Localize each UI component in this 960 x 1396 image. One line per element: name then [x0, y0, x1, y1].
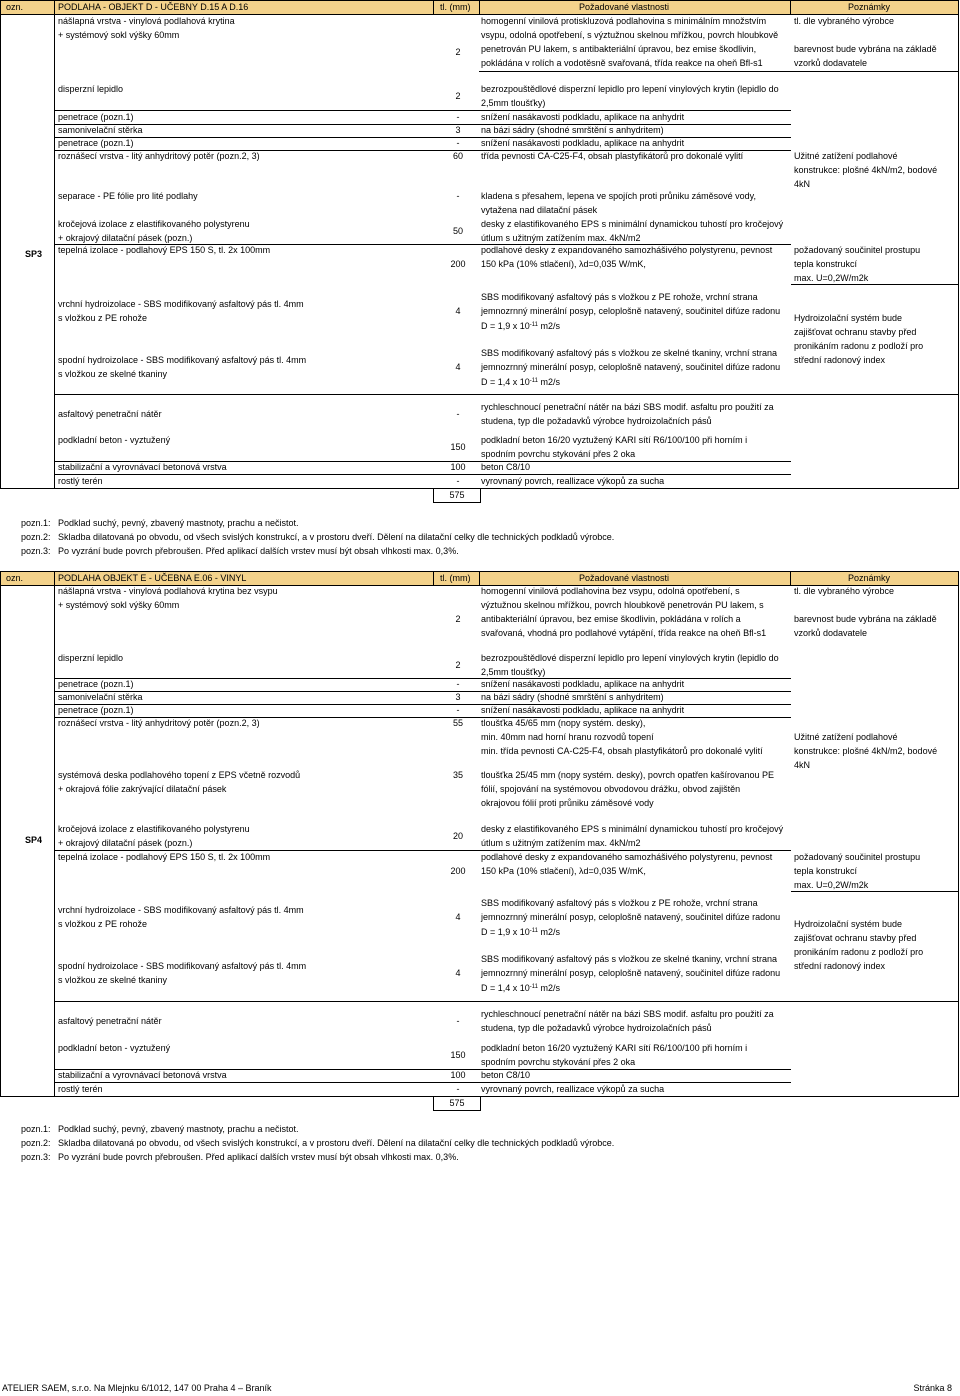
layer-name: stabilizační a vyrovnávací betonová vrstva: [58, 1070, 227, 1080]
layer-name: nášlapná vrstva - vinylová podlahová krytina: [58, 16, 235, 26]
layer-properties: D = 1,9 x $10^{-11}$ m2/s: [481, 927, 561, 937]
layer-name: + okrajová fólie zakrývající dilatační pásek: [58, 784, 227, 794]
header-properties: Požadované vlastnosti: [579, 573, 670, 583]
layer-properties: 2,5mm tloušťky): [481, 98, 546, 108]
layer-properties: vyrovnaný povrch, reallizace výkopů za sucha: [481, 1084, 665, 1094]
layer-name: roznášecí vrstva - litý anhydritový potěr (pozn.2, 3): [58, 718, 260, 728]
layer-note: zajišťovat ochranu stavby před: [794, 933, 917, 943]
footer-company: ATELIER SAEM, s.r.o. Na Mlejnku 6/1012, 147 00 Praha 4 – Braník: [2, 1383, 272, 1393]
layer-properties: SBS modifikovaný asfaltový pás s vložkou ze skelné tkaniny, vrchní strana: [481, 954, 777, 964]
layer-thickness: 150: [450, 1050, 466, 1060]
layer-thickness: -: [456, 1016, 460, 1026]
layer-properties: min. 40mm nad horní hranu rozvodů topení: [481, 732, 654, 742]
layer-name: roznášecí vrstva - litý anhydritový potěr (pozn.2, 3): [58, 151, 260, 161]
layer-properties: vsypu, odolná opotřebení, s výztužnou skelnou mřížkou, povrch hloubkově: [481, 30, 779, 40]
layer-properties: výztužnou skelnou mřížkou, povrch hloubkově penetrován PU lakem, s: [481, 600, 764, 610]
layer-properties: tloušťka 45/65 mm (nopy systém. desky),: [481, 718, 646, 728]
layer-name: + okrajový dilatační pásek (pozn.): [58, 838, 193, 848]
layer-thickness: -: [456, 1084, 460, 1094]
layer-properties: fólií, spojování na systémovou obvodovou drážku, obvod zajištěn: [481, 784, 741, 794]
layer-name: disperzní lepidlo: [58, 84, 124, 94]
layer-properties: útlum s užitným zatížením max. 4kN/m2: [481, 838, 641, 848]
layer-name: s vložkou z PE rohože: [58, 919, 148, 929]
layer-properties: okrajovou fólií proti průniku záměsové vody: [481, 798, 654, 808]
layer-name: s vložkou ze skelné tkaniny: [58, 369, 168, 379]
layer-name: spodní hydroizolace - SBS modifikovaný asfaltový pás tl. 4mm: [58, 355, 307, 365]
layer-thickness: 60: [452, 151, 463, 161]
layer-thickness: 2: [455, 47, 461, 57]
total-thickness: 575: [433, 1096, 481, 1111]
section-title: PODLAHA - OBJEKT D - UČEBNY D.15 A D.16: [58, 2, 249, 12]
layer-properties: studena, typ dle požadavků výrobce hydroizolačních pásů: [481, 1023, 712, 1033]
layer-name: nášlapná vrstva - vinylová podlahová krytina bez vsypu: [58, 586, 278, 596]
layer-properties: spodním povrchu stykování přes 2 oka: [481, 1057, 636, 1067]
layer-note: tl. dle vybraného výrobce: [794, 16, 895, 26]
layer-properties: jemnozrnný minerální posyp, celoplošně natavený, součinitel difúze radonu: [481, 306, 781, 316]
layer-thickness: 100: [450, 462, 466, 472]
layer-name: penetrace (pozn.1): [58, 705, 134, 715]
layer-properties: jemnozrnný minerální posyp, celoplošně natavený, součinitel difúze radonu: [481, 912, 781, 922]
layer-properties: na bázi sádry (shodné smrštění s anhydritem): [481, 692, 664, 702]
layer-properties: SBS modifikovaný asfaltový pás s vložkou z PE rohože, vrchní strana: [481, 898, 758, 908]
layer-name: kročejová izolace z elastifikovaného polystyrenu: [58, 824, 250, 834]
layer-properties: rychleschnoucí penetrační nátěr na bázi SBS modif. asfaltu pro použití za: [481, 1009, 774, 1019]
layer-thickness: -: [456, 112, 460, 122]
layer-name: rostlý terén: [58, 1084, 103, 1094]
layer-properties: D = 1,4 x $10^{-11}$ m2/s: [481, 983, 561, 993]
layer-name: + systémový sokl výšky 60mm: [58, 30, 180, 40]
layer-properties: útlum s užitným zatížením max. 4kN/m2: [481, 233, 641, 243]
layer-thickness: 100: [450, 1070, 466, 1080]
layer-name: tepelná izolace - podlahový EPS 150 S, tl. 2x 100mm: [58, 852, 271, 862]
layer-name: samonivelační stěrka: [58, 125, 143, 135]
layer-properties: svařovaná, vhodná pro podlahové vytápění, třída reakce na oheň Bfl-s1: [481, 628, 767, 638]
layer-properties: homogenní vinilová protiskluzová podlahovina s minimálním množstvím: [481, 16, 767, 26]
layer-properties: 2,5mm tloušťky): [481, 667, 546, 677]
layer-note: tl. dle vybraného výrobce: [794, 586, 895, 596]
layer-thickness: 3: [455, 125, 461, 135]
layer-thickness: 200: [450, 866, 466, 876]
layer-thickness: -: [456, 409, 460, 419]
layer-properties: snížení nasákavosti podkladu, aplikace na anhydrit: [481, 138, 685, 148]
layer-name: disperzní lepidlo: [58, 653, 124, 663]
layer-name: penetrace (pozn.1): [58, 112, 134, 122]
layer-thickness: 50: [452, 226, 463, 236]
layer-properties: podlahové desky z expandovaného samozhášivého polystyrenu, pevnost: [481, 852, 773, 862]
layer-properties: beton C8/10: [481, 462, 531, 472]
layer-note: barevnost bude vybrána na základě: [794, 44, 937, 54]
layer-note: požadovaný součinitel prostupu: [794, 245, 921, 255]
layer-properties: snížení nasákavosti podkladu, aplikace na anhydrit: [481, 679, 685, 689]
layer-note: pronikáním radonu z podloží pro: [794, 947, 924, 957]
layer-properties: vytažena nad dilatační pásek: [481, 205, 598, 215]
layer-thickness: 20: [452, 831, 463, 841]
layer-note: konstrukce: plošné 4kN/m2, bodové: [794, 165, 938, 175]
layer-thickness: -: [456, 191, 460, 201]
layer-properties: snížení nasákavosti podkladu, aplikace na anhydrit: [481, 705, 685, 715]
layer-properties: jemnozrnný minerální posyp, celoplošně natavený, součinitel difúze radonu: [481, 968, 781, 978]
header-thickness: tl. (mm): [440, 2, 471, 12]
layer-thickness: 2: [455, 91, 461, 101]
layer-properties: penetrován PU lakem, s antibakteriální úpravou, bez emise škodlivin,: [481, 44, 757, 54]
note-text: Podklad suchý, pevný, zbavený mastnoty, prachu a nečistot.: [58, 518, 299, 528]
layer-properties: bezrozpouštědlové disperzní lepidlo pro lepení vinylových krytin (lepidlo do: [481, 84, 779, 94]
layer-thickness: 4: [455, 912, 461, 922]
layer-properties: desky z elastifikovaného EPS s minimální dynamickou tuhostí pro kročejový: [481, 824, 784, 834]
layer-properties: 150 kPa (10% stlačení), λd=0,035 W/mK,: [481, 866, 646, 876]
layer-name: samonivelační stěrka: [58, 692, 143, 702]
layer-note: 4kN: [794, 760, 811, 770]
layer-thickness: 4: [455, 362, 461, 372]
layer-name: separace - PE fólie pro lité podlahy: [58, 191, 198, 201]
layer-note: Užitné zatížení podlahové: [794, 151, 898, 161]
layer-name: asfaltový penetrační nátěr: [58, 1016, 162, 1026]
layer-note: Hydroizolační systém bude: [794, 313, 903, 323]
layer-properties: na bázi sádry (shodné smrštění s anhydritem): [481, 125, 664, 135]
layer-note: střední radonový index: [794, 961, 886, 971]
layer-properties: bezrozpouštědlové disperzní lepidlo pro lepení vinylových krytin (lepidlo do: [481, 653, 779, 663]
note-key: pozn.3:: [21, 1152, 51, 1162]
section-title: PODLAHA OBJEKT E - UČEBNA E.06 - VINYL: [58, 573, 247, 583]
note-key: pozn.1:: [21, 1124, 51, 1134]
layer-name: systémová deska podlahového topení z EPS včetně rozvodů: [58, 770, 301, 780]
composition-code: SP4: [25, 835, 43, 845]
note-text: Po vyzrání bude povrch přebroušen. Před aplikací dalších vrstev musí být obsah vlhkosti max. 0,3%.: [58, 546, 459, 556]
layer-name: vrchní hydroizolace - SBS modifikovaný asfaltový pás tl. 4mm: [58, 299, 304, 309]
footer-page-number: Stránka 8: [913, 1383, 952, 1393]
header-ozn: ozn.: [6, 573, 24, 583]
note-key: pozn.2:: [21, 532, 51, 542]
layer-properties: D = 1,9 x $10^{-11}$ m2/s: [481, 321, 561, 331]
layer-name: podkladní beton - vyztužený: [58, 435, 171, 445]
layer-thickness: 35: [452, 770, 463, 780]
layer-properties: snížení nasákavosti podkladu, aplikace na anhydrit: [481, 112, 685, 122]
composition-code: SP3: [25, 249, 43, 259]
layer-thickness: 4: [455, 968, 461, 978]
layer-thickness: 200: [450, 259, 466, 269]
layer-properties: min. třída pevnosti CA-C25-F4, obsah plastyfikátorů pro dokonalé vylití: [481, 746, 763, 756]
layer-name: stabilizační a vyrovnávací betonová vrstva: [58, 462, 227, 472]
header-ozn: ozn.: [6, 2, 24, 12]
header-notes: Poznámky: [848, 573, 891, 583]
layer-name: tepelná izolace - podlahový EPS 150 S, tl. 2x 100mm: [58, 245, 271, 255]
layer-note: max. U=0,2W/m2k: [794, 273, 869, 283]
layer-thickness: -: [456, 705, 460, 715]
layer-thickness: 2: [455, 660, 461, 670]
floor-section-sp3: [0, 0, 960, 560]
header-thickness: tl. (mm): [440, 573, 471, 583]
layer-name: s vložkou ze skelné tkaniny: [58, 975, 168, 985]
layer-properties: spodním povrchu stykování přes 2 oka: [481, 449, 636, 459]
layer-note: Užitné zatížení podlahové: [794, 732, 898, 742]
note-key: pozn.3:: [21, 546, 51, 556]
layer-note: konstrukce: plošné 4kN/m2, bodové: [794, 746, 938, 756]
layer-thickness: 3: [455, 692, 461, 702]
layer-note: požadovaný součinitel prostupu: [794, 852, 921, 862]
layer-properties: podkladní beton 16/20 vyztužený KARI sítí R6/100/100 při horním i: [481, 1043, 748, 1053]
layer-name: rostlý terén: [58, 476, 103, 486]
layer-name: penetrace (pozn.1): [58, 679, 134, 689]
layer-name: + systémový sokl výšky 60mm: [58, 600, 180, 610]
note-key: pozn.1:: [21, 518, 51, 528]
header-properties: Požadované vlastnosti: [579, 2, 670, 12]
layer-thickness: -: [456, 679, 460, 689]
layer-note: 4kN: [794, 179, 811, 189]
layer-name: vrchní hydroizolace - SBS modifikovaný asfaltový pás tl. 4mm: [58, 905, 304, 915]
layer-properties: 150 kPa (10% stlačení), λd=0,035 W/mK,: [481, 259, 646, 269]
layer-properties: kladena s přesahem, lepena ve spojích proti průniku záměsové vody,: [481, 191, 756, 201]
layer-properties: podlahové desky z expandovaného samozhášivého polystyrenu, pevnost: [481, 245, 773, 255]
note-text: Po vyzrání bude povrch přebroušen. Před aplikací dalších vrstev musí být obsah vlhkosti max. 0,3%.: [58, 1152, 459, 1162]
layer-properties: SBS modifikovaný asfaltový pás s vložkou ze skelné tkaniny, vrchní strana: [481, 348, 777, 358]
layer-properties: podkladní beton 16/20 vyztužený KARI sítí R6/100/100 při horním i: [481, 435, 748, 445]
layer-note: vzorků dodavatele: [794, 628, 868, 638]
note-text: Podklad suchý, pevný, zbavený mastnoty, prachu a nečistot.: [58, 1124, 299, 1134]
layer-name: + okrajový dilatační pásek (pozn.): [58, 233, 193, 243]
layer-note: Hydroizolační systém bude: [794, 919, 903, 929]
layer-name: asfaltový penetrační nátěr: [58, 409, 162, 419]
header-notes: Poznámky: [848, 2, 891, 12]
floor-section-sp4: [0, 571, 960, 1171]
layer-note: pronikáním radonu z podloží pro: [794, 341, 924, 351]
layer-note: tepla konstrukcí: [794, 259, 858, 269]
total-thickness: 575: [433, 488, 481, 503]
layer-properties: tloušťka 25/45 mm (nopy systém. desky), povrch opatřen kašírovanou PE: [481, 770, 775, 780]
layer-properties: desky z elastifikovaného EPS s minimální dynamickou tuhostí pro kročejový: [481, 219, 784, 229]
layer-note: tepla konstrukcí: [794, 866, 858, 876]
layer-name: spodní hydroizolace - SBS modifikovaný asfaltový pás tl. 4mm: [58, 961, 307, 971]
layer-properties: antibakteriální úpravou, bez emise škodlivin, pokládána v rolích a: [481, 614, 741, 624]
layer-properties: SBS modifikovaný asfaltový pás s vložkou z PE rohože, vrchní strana: [481, 292, 758, 302]
layer-properties: třída pevnosti CA-C25-F4, obsah plastyfikátorů pro dokonalé vylití: [481, 151, 744, 161]
layer-properties: pokládána v rolích a vodotěsně svařovaná, třída reakce na oheň Bfl-s1: [481, 58, 763, 68]
layer-thickness: -: [456, 138, 460, 148]
layer-name: podkladní beton - vyztužený: [58, 1043, 171, 1053]
layer-name: penetrace (pozn.1): [58, 138, 134, 148]
note-text: Skladba dilatovaná po obvodu, od všech svislých konstrukcí, a v prostoru dveří. Dělení na dilatační celky dle technických podkladů výrobce.: [58, 1138, 615, 1148]
layer-properties: studena, typ dle požadavků výrobce hydroizolačních pásů: [481, 416, 712, 426]
layer-thickness: 4: [455, 306, 461, 316]
layer-thickness: -: [456, 476, 460, 486]
layer-name: kročejová izolace z elastifikovaného polystyrenu: [58, 219, 250, 229]
layer-properties: vyrovnaný povrch, reallizace výkopů za sucha: [481, 476, 665, 486]
layer-properties: rychleschnoucí penetrační nátěr na bázi SBS modif. asfaltu pro použití za: [481, 402, 774, 412]
layer-note: vzorků dodavatele: [794, 58, 868, 68]
note-text: Skladba dilatovaná po obvodu, od všech svislých konstrukcí, a v prostoru dveří. Dělení na dilatační celky dle technických podkladů výrobce.: [58, 532, 615, 542]
layer-note: barevnost bude vybrána na základě: [794, 614, 937, 624]
layer-properties: jemnozrnný minerální posyp, celoplošně natavený, součinitel difúze radonu: [481, 362, 781, 372]
layer-name: s vložkou z PE rohože: [58, 313, 148, 323]
layer-thickness: 2: [455, 614, 461, 624]
layer-thickness: 55: [452, 718, 463, 728]
layer-properties: D = 1,4 x $10^{-11}$ m2/s: [481, 377, 561, 387]
layer-note: zajišťovat ochranu stavby před: [794, 327, 917, 337]
layer-note: střední radonový index: [794, 355, 886, 365]
layer-properties: homogenní vinilová podlahovina bez vsypu, odolná opotřebení, s: [481, 586, 740, 596]
layer-properties: beton C8/10: [481, 1070, 531, 1080]
layer-thickness: 150: [450, 442, 466, 452]
note-key: pozn.2:: [21, 1138, 51, 1148]
layer-note: max. U=0,2W/m2k: [794, 880, 869, 890]
